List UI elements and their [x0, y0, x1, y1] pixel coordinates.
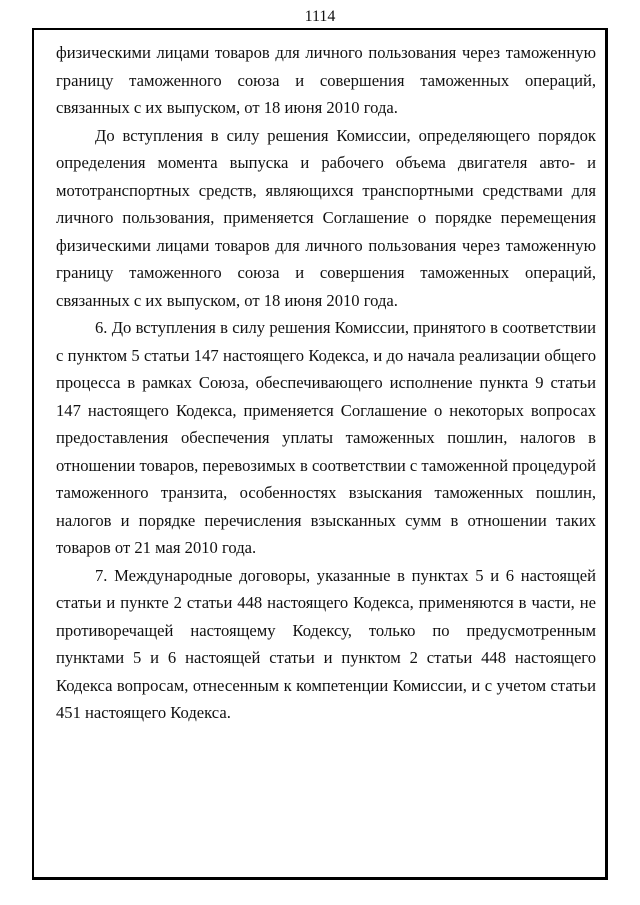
document-body	[56, 39, 596, 727]
paragraph-item-7: 7. Международные договоры, указанные в пунктах 5 и 6 настоящей статьи и пункте 2 статьи 448 настоящего Кодекса, применяются в части, не противоречащей настоящему Кодексу, только по предусмотренным пунктами 5 и 6 настоящей статьи и пунктом 2 статьи 448 настоящего Кодекса вопросам, отнесенным к компетенции Комиссии, и с учетом статьи 451 настоящего Кодекса.	[56, 565, 596, 722]
paragraph-transitional-provision: До вступления в силу решения Комиссии, определяющего порядок определения момента выпуска и рабочего объема двигателя авто- и мототранспортных средств, являющихся транспортными средствами для личного пользования, применяется Соглашение о порядке перемещения физическими лицами товаров для личного пользования через таможенную границу таможенного союза и совершения таможенных операций, связанных с их выпуском, от 18 июня 2010 года.	[56, 125, 596, 310]
paragraph-continuation: физическими лицами товаров для личного пользования через таможенную границу таможенного союза и совершения таможенных операций, связанных с их выпуском, от 18 июня 2010 года.	[56, 43, 596, 117]
paragraph-item-6: 6. До вступления в силу решения Комиссии, принятого в соответствии с пунктом 5 статьи 147 настоящего Кодекса, и до начала реализации общего процесса в рамках Союза, обеспечивающего исполнение пункта 9 статьи 147 настоящего Кодекса, применяется Соглашение о некоторых вопросах предоставления обеспечения уплаты таможенных пошлин, налогов в отношении товаров, перевозимых в соответствии с таможенной процедурой таможенного транзита, особенностях взыскания таможенных пошлин, налогов и порядке перечисления взысканных сумм в отношении таких товаров от 21 мая 2010 года.	[56, 318, 596, 557]
page-number: 1114	[304, 8, 336, 25]
